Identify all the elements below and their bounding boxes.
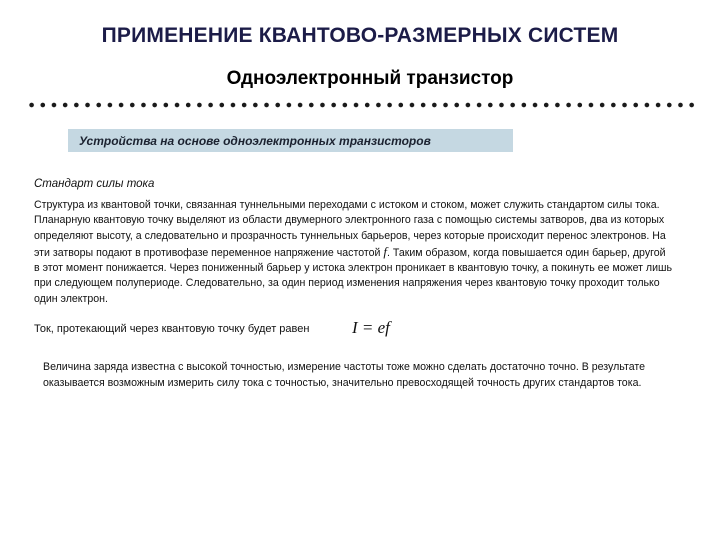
section-label: Устройства на основе одноэлектронных транзисторов [79, 134, 431, 148]
dotted-divider [26, 99, 698, 111]
paragraph-part-2: . Таким образом, когда повышается один барьер, другой в этот момент понижается. Через пониженный барьер у истока электрон проникает в квантовую точку, а покинуть ее может лишь при следующем полупериоде. Следовательно, за один период изменения напряжения через квантовую точку проходит только один электрон. [34, 246, 673, 305]
main-paragraph [34, 198, 674, 307]
current-formula: I = ef [352, 318, 390, 337]
current-statement: Ток, протекающий через квантовую точку будет равен [34, 323, 310, 335]
standard-heading: Стандарт силы тока [34, 178, 155, 190]
slide-title: ПРИМЕНЕНИЕ КВАНТОВО-РАЗМЕРНЫХ СИСТЕМ [101, 24, 619, 47]
conclusion-paragraph: Величина заряда известна с высокой точностью, измерение частоты тоже можно сделать достаточно точно. В результате оказывается возможным измерить силу тока с точностью, значительно превосходящей точность других стандартов тока. [43, 361, 645, 389]
paragraph-part-1: Структура из квантовой точки, связанная туннельными переходами с истоком и стоком, может служить стандартом силы тока. Планарную квантовую точку выделяют из области двумерного электронного газа с помощью системы затворов, два из которых определяют высоту, а следовательно и прозрачность туннельных барьеров, через которые происходит перенос электронов. На эти затворы подают в противофазе переменное напряжение частотой [34, 199, 666, 259]
slide-subtitle: Одноэлектронный транзистор [226, 68, 514, 89]
frequency-symbol: f [383, 243, 387, 259]
